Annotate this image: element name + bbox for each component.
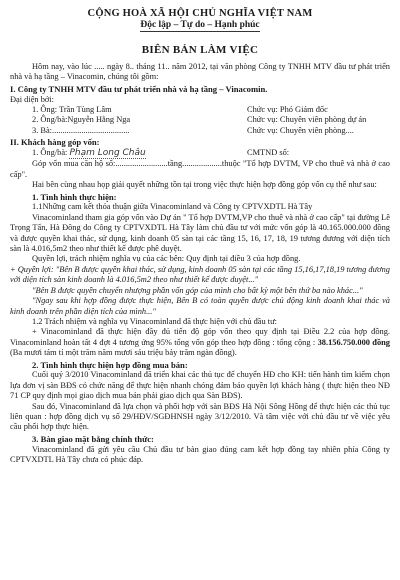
contribution-progress [10,327,390,358]
motto: Độc lập – Tự do – Hạnh phúc [140,20,260,30]
representative-row [10,126,390,136]
client-id-label: CMTND số: [247,148,290,158]
total-amount-words: (Ba mươi tám tỉ một trăm năm mươi sáu triệu bảy trăm ngàn đồng). [10,348,237,358]
quote-transfer: "Bên B được quyền chuyển nhượng phần vốn góp của mình cho bất kỳ một bên thứ ba nào khác..." [32,285,363,295]
contribution-progress-text: + Vinacominland đã thực hiện đầy đủ tiến độ góp vốn theo quy định tại Điều 2.2 của hợp đồng. Vinacominland hoàn tất 4 đợt 4 tương ứng 95% tổng vốn góp theo hợp đồng : tổng cộng : [10,327,390,347]
representative-role: Chức vụ: Chuyên viên phòng.... [247,125,354,135]
quote-business: "Ngay sau khi hợp đồng được thực hiện, Bên B có toàn quyền được chủ động kinh doanh khai thác và kinh doanh trên phần diện tích của mình..." [10,296,390,316]
client-name-field [32,148,247,159]
representative-name: 3. Bà:..................................... [32,125,130,135]
subsection-1-1: 1.1Những cam kết thỏa thuận giữa Vinacominland và Công ty CPTVXDTL Hà Tây [32,202,313,212]
country-header: CỘNG HOÀ XÃ HỘI CHỦ NGHĨA VIỆT NAM [87,8,313,19]
section-2-title: II. Khách hàng góp vốn: [10,137,100,148]
subsection-2-paragraph-2: Sau đó, Vinacominland đã lựa chọn và phối hợp với sàn BĐS Hà Nội Sông Hồng để thực hiện các thủ tục liên quan : hợp đồng dịch vụ số 29/HĐV/SGĐHNSH ngày 3/12/2010. Và tâm việc với chủ đầu tư về việc yêu cầu phối hợp thực hiện. [10,401,390,432]
contribution-line: Góp vốn mua căn hộ số:.........................tầng...................thuộc "Tổ hợp DVTM, VP cho thuê và nhà ở cao cấp". [10,159,390,179]
representative-role: Chức vụ: Chuyên viên phòng dự án [247,115,367,125]
client-row [10,148,390,159]
representative-role: Chức vụ: Phó Giám đốc [247,105,328,115]
representative-name: 1. Ông: Trần Tùng Lâm [32,105,112,115]
section-1-title: I. Công ty TNHH MTV đầu tư phát triển nhà và hạ tầng – Vinacomin. [10,83,268,94]
subsection-2-title: 2. Tình hình thực hiện hợp đồng mua bán: [32,359,188,370]
subsection-1-title: 1. Tình hình thực hiện: [32,191,117,202]
total-amount: 38.156.750.000 đồng [317,337,390,347]
subsection-3-title: 3. Bàn giao mặt bằng chính thức: [32,433,154,444]
subsection-1-2: 1.2 Trách nhiệm và nghĩa vụ Vinacominland đã thực hiện với chủ đầu tư: [32,316,277,326]
rights-obligations-line: Quyền lợi, trách nhiệm nghĩa vụ của các bên: Quy định tại điều 3 của hợp đồng. [32,254,301,264]
document-title: BIÊN BẢN LÀM VIỆC [141,44,259,56]
subsection-1-paragraph: Vinacominland tham gia góp vốn vào Dự án " Tổ hợp DVTM,VP cho thuê và nhà ở cao cấp" tại đường Lê Trọng Tấn, Hà Đông do Công ty CPTVXDTL Hà Tây làm chủ đầu tư với mức vốn góp là 40.165.000.000 đồng và được quyền khai thác, sử dụng, kinh doanh 05 sàn tại các tầng 15, 16, 17, 18, 19 tương đương với diện tích sàn là 4.016,5m2 theo như thiết kế được phê duyệt. [10,212,390,254]
intro-paragraph: Hôm nay, vào lúc ..... ngày 8.. tháng 11.. năm 2012, tại văn phòng Công ty TNHH MTV đầu tư phát triển nhà và hạ tầng – Vinacomin, chúng tôi gồm: [10,62,390,82]
subsection-2-paragraph-1: Cuối quý 3/2010 Vinacominland đã triển khai các thủ tục để chuyển HĐ cho KH: tiến hành tìm kiếm chọn lựa đơn vị sàn BĐS có chức năng để thực hiện nhanh chóng đảm bảo quyền lợi khách hàng ( thực hiện theo NĐ 71 CP quy định mọi giao dịch mua bán phải giao dịch qua Sàn BĐS). [10,370,390,401]
motto-underline [140,31,260,32]
representative-label: Đại diện bởi: [10,94,54,104]
subsection-3-paragraph: Vinacominland đã gửi yêu cầu Chủ đầu tư bàn giao đúng cam kết hợp đồng tay nhiên phía Công ty CPTVXDTL Hà Tây chưa có phúc đáp. [10,444,390,464]
representative-row [10,115,390,125]
quote-rights: + Quyền lợi: "Bên B được quyền khai thác, sử dụng, kinh doanh 05 sàn tại các tầng 15,16,17,18,19 tương đương với diện tích sàn kinh doanh là 4.016,5m2 theo như thiết kế được duyệt..." [10,264,390,285]
representative-row [10,105,390,115]
client-label: 1. Ông/bà: [32,148,68,158]
agreement-paragraph: Hai bên cùng nhau họp giải quyết những tồn tại trong việc thực hiện hợp đồng góp vốn cụ thể như sau: [32,180,377,190]
representative-name: 2. Ông/bà:Nguyễn Hằng Nga [32,115,131,125]
client-handwritten-name: Phạm Long Châu [69,148,146,159]
